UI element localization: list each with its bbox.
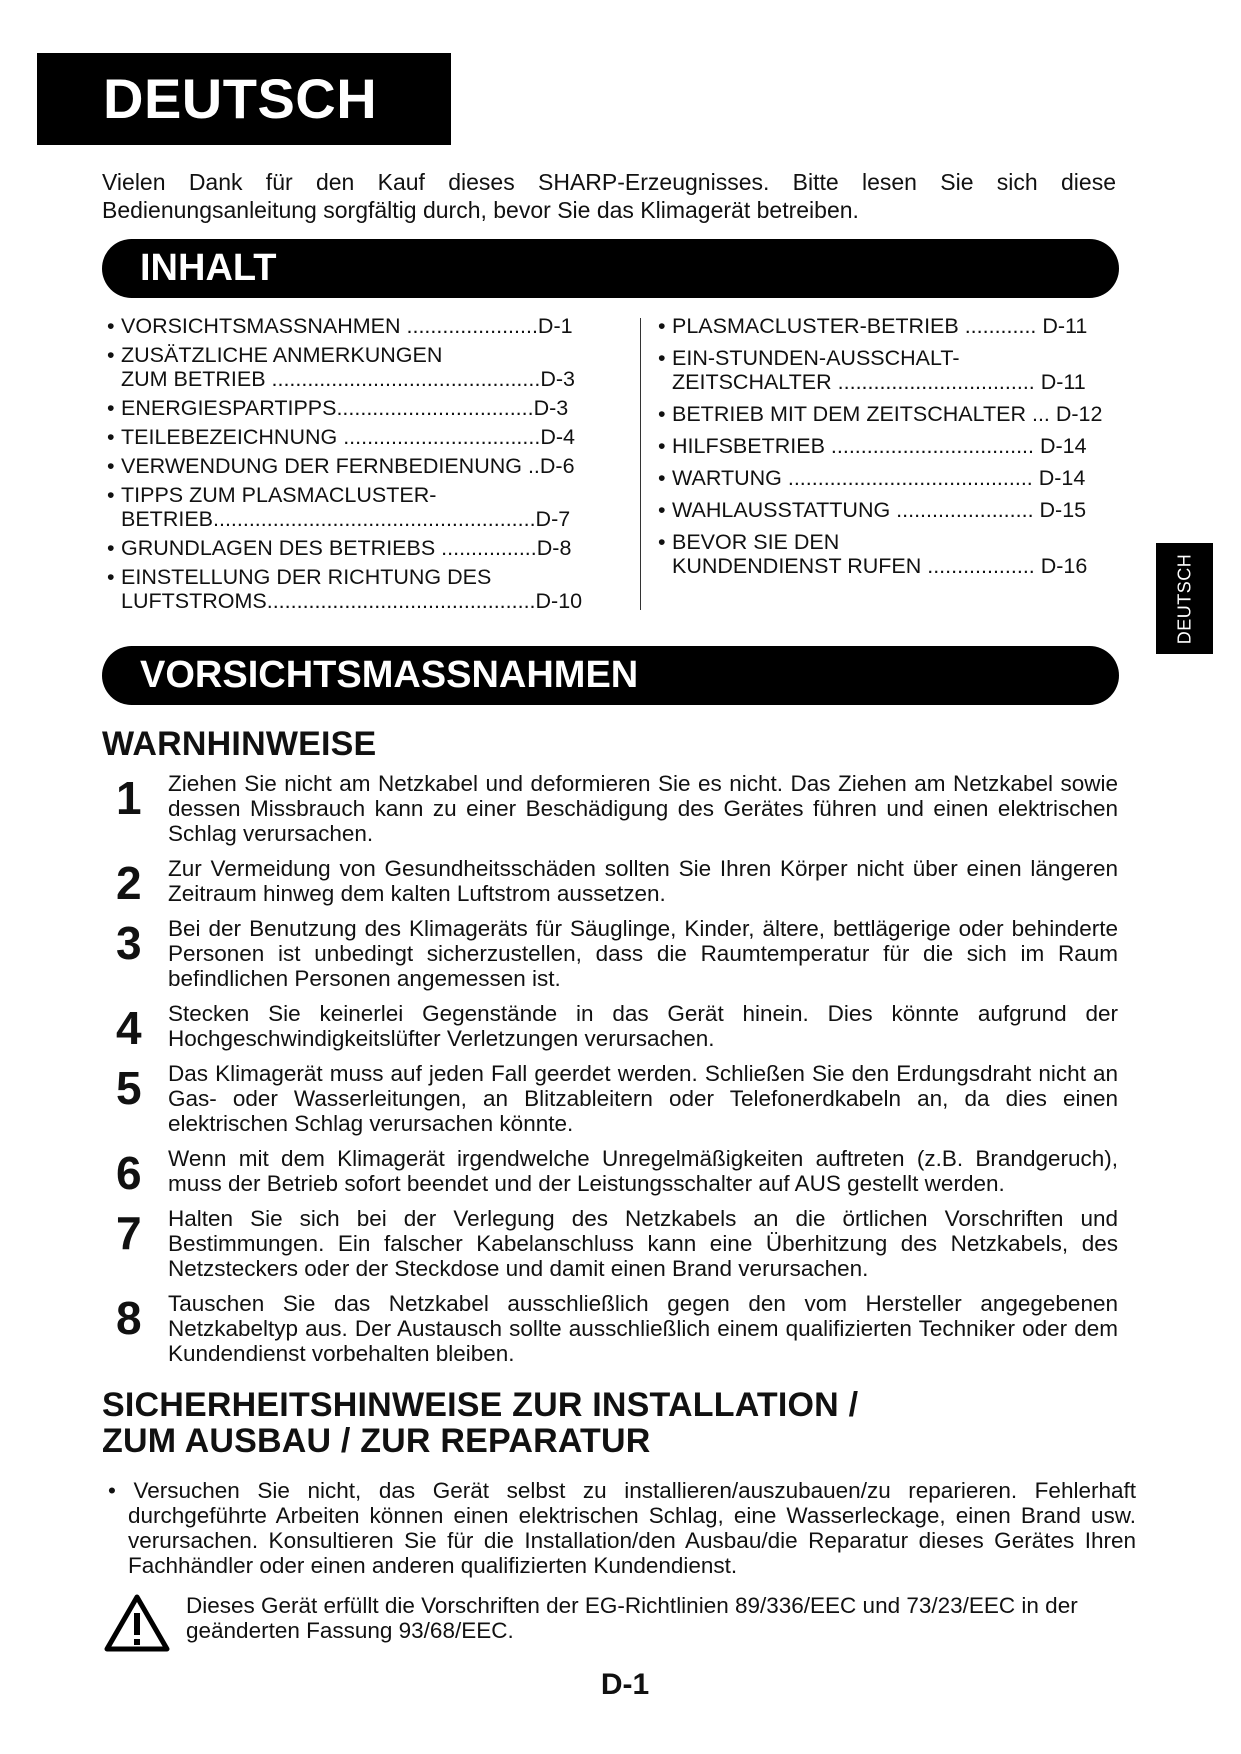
toc-item[interactable]: • VORSICHTSMASSNAHMEN ......................D-1 [107,314,627,338]
language-side-tab[interactable] [1156,543,1213,654]
warning-number: 1 [116,772,142,824]
warning-item [102,1206,1118,1281]
warning-text: Bei der Benutzung des Klimageräts für Säuglinge, Kinder, ältere, bettlägerige oder behinderte Personen ist unbedingt sicherzustellen, dass die Raumtemperatur für die sich im Raum befindlichen Personen angemessen ist. [168,916,1118,991]
warning-text: Ziehen Sie nicht am Netzkabel und deformieren Sie es nicht. Das Ziehen am Netzkabel sowie dessen Missbrauch kann zu einer Beschädigung des Gerätes führen und einen elektrischen Schlag verursachen. [168,771,1118,846]
warning-text: Wenn mit dem Klimagerät irgendwelche Unregelmäßigkeiten auftreten (z.B. Brandgeruch), muss der Betrieb sofort beendet und der Leistungsschalter auf AUS gestellt werden. [168,1146,1118,1196]
toc-item[interactable]: • WAHLAUSSTATTUNG ....................... D-15 [658,498,1128,522]
intro-text: Vielen Dank für den Kauf dieses SHARP-Erzeugnisses. Bitte lesen Sie sich diese Bedienungsanleitung sorgfältig durch, bevor Sie das Klimagerät betreiben. [102,169,1116,223]
side-tab-label: DEUTSCH [1174,553,1194,644]
warning-item [102,916,1118,991]
install-heading-line1: SICHERHEITSHINWEISE ZUR INSTALLATION / [102,1386,859,1424]
toc-item[interactable]: • EIN-STUNDEN-AUSSCHALT- ZEITSCHALTER ................................. D-11 [658,346,1128,394]
warning-number: 3 [116,917,142,969]
toc-item[interactable]: • VERWENDUNG DER FERNBEDIENUNG ..D-6 [107,454,627,478]
warning-number: 4 [116,1002,142,1054]
toc-left-column [107,314,627,618]
warning-number: 5 [116,1062,142,1114]
language-header: DEUTSCH [37,53,451,145]
warnings-list [102,771,1118,1376]
warning-triangle-icon [104,1594,170,1652]
warning-item [102,1146,1118,1199]
toc-right-column [658,314,1128,586]
toc-divider [640,318,641,610]
toc-item[interactable]: • ZUSÄTZLICHE ANMERKUNGEN ZUM BETRIEB .............................................D-3 [107,343,627,391]
toc-item[interactable]: • BETRIEB MIT DEM ZEITSCHALTER ... D-12 [658,402,1128,426]
warning-item [102,1061,1118,1136]
install-text: • Versuchen Sie nicht, das Gerät selbst zu installieren/auszubauen/zu reparieren. Fehlerhaft durchgeführte Arbeiten können einen elektrischen Schlag, eine Wasserleckage, einen Brand usw. verursachen. Konsultieren Sie für die Installation/den Ausbau/die Reparatur dieses Gerätes Ihren Fachhändler oder einen anderen qualifizierten Kundendienst. [108,1478,1136,1578]
warning-text: Halten Sie sich bei der Verlegung des Netzkabels an die örtlichen Vorschriften und Bestimmungen. Ein falscher Kabelanschluss kann eine Überhitzung des Netzkabels, des Netzsteckers oder der Steckdose und damit einen Brand verursachen. [168,1206,1118,1281]
install-heading-line2: ZUM AUSBAU / ZUR REPARATUR [102,1422,651,1460]
page-number: D-1 [600,1668,650,1701]
precautions-title-bar: VORSICHTSMASSNAHMEN [102,646,1119,705]
toc-item[interactable]: • TEILEBEZEICHNUNG .................................D-4 [107,425,627,449]
warning-number: 6 [116,1147,142,1199]
warning-text: Zur Vermeidung von Gesundheitsschäden sollten Sie Ihren Körper nicht über einen längeren Zeitraum hinweg dem kalten Luftstrom aussetzen. [168,856,1118,906]
warning-number: 7 [116,1207,142,1259]
warning-text: Tauschen Sie das Netzkabel ausschließlich gegen den vom Hersteller angegebenen Netzkabeltyp aus. Der Austausch sollte ausschließlich einem qualifizierten Techniker oder dem Kundendienst vorbehalten bleiben. [168,1291,1118,1366]
warning-item [102,1291,1118,1366]
toc-title-bar: INHALT [102,239,1119,298]
toc-item[interactable]: • PLASMACLUSTER-BETRIEB ............ D-11 [658,314,1128,338]
warning-text: Stecken Sie keinerlei Gegenstände in das Gerät hinein. Dies könnte aufgrund der Hochgeschwindigkeitslüfter Verletzungen verursachen. [168,1001,1118,1051]
warnings-heading: WARNHINWEISE [102,725,377,763]
warning-number: 8 [116,1292,142,1344]
toc-item[interactable]: • ENERGIESPARTIPPS.................................D-3 [107,396,627,420]
warning-item [102,856,1118,909]
warning-item [102,1001,1118,1054]
toc-item[interactable]: • BEVOR SIE DEN KUNDENDIENST RUFEN .................. D-16 [658,530,1128,578]
toc-item[interactable]: • WARTUNG ......................................... D-14 [658,466,1128,490]
toc-item[interactable]: • TIPPS ZUM PLASMACLUSTER- BETRIEB......................................................D-7 [107,483,627,531]
toc-item[interactable]: • HILFSBETRIEB .................................. D-14 [658,434,1128,458]
warning-text: Das Klimagerät muss auf jeden Fall geerdet werden. Schließen Sie den Erdungsdraht nicht an Gas- oder Wasserleitungen, an Blitzableitern oder Telefonerdkabeln an, da dies einen elektrischen Schlag verursachen könnte. [168,1061,1118,1136]
ec-compliance-notice: Dieses Gerät erfüllt die Vorschriften der EG-Richtlinien 89/336/EEC und 73/23/EEC in der geänderten Fassung 93/68/EEC. [186,1593,1078,1643]
toc-item[interactable]: • EINSTELLUNG DER RICHTUNG DES LUFTSTROMS.............................................D-10 [107,565,627,613]
toc-item[interactable]: • GRUNDLAGEN DES BETRIEBS ................D-8 [107,536,627,560]
warning-number: 2 [116,857,142,909]
warning-item [102,771,1118,846]
